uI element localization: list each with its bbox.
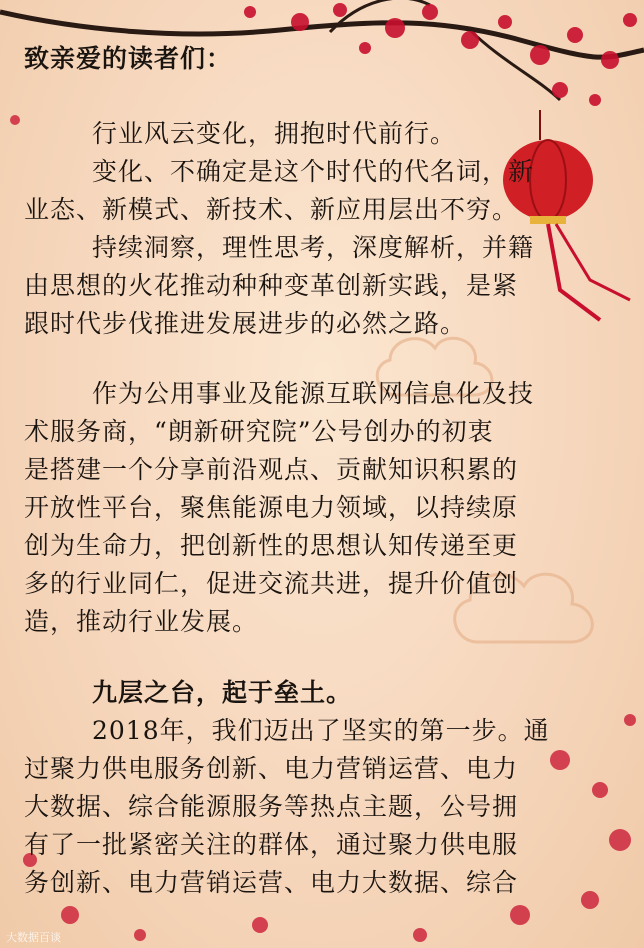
para2-line: 多的行业同仁，促进交流共进，提升价值创 — [24, 569, 519, 598]
watermark: 大数据百谈 — [6, 931, 61, 944]
para3-line: 务创新、电力营销运营、电力大数据、综合 — [24, 868, 519, 897]
para3-line: 有了一批紧密关注的群体，通过聚力供电服 — [24, 830, 519, 859]
para1-line: 跟时代步伐推进发展进步的必然之路。 — [24, 309, 467, 338]
para2-line: 是搭建一个分享前沿观点、贡献知识积累的 — [24, 455, 519, 484]
para2-line: 作为公用事业及能源互联网信息化及技 — [92, 379, 535, 408]
para1-line: 由思想的火花推动种种变革创新实践，是紧 — [24, 271, 519, 300]
section-heading: 九层之台，起于垒土。 — [92, 678, 353, 707]
para1-line: 行业风云变化，拥抱时代前行。 — [92, 119, 457, 148]
para2-line: 开放性平台，聚焦能源电力领域，以持续原 — [24, 493, 519, 522]
para1-line: 持续洞察，理性思考，深度解析，并籍 — [92, 233, 535, 262]
greeting: 致亲爱的读者们： — [24, 44, 233, 73]
para2-line: 创为生命力，把创新性的思想认知传递至更 — [24, 531, 519, 560]
para2-line: 造，推动行业发展。 — [24, 607, 259, 636]
para3-line: 大数据、综合能源服务等热点主题，公号拥 — [24, 792, 519, 821]
para3-line: 过聚力供电服务创新、电力营销运营、电力 — [24, 754, 519, 783]
para1-line: 业态、新模式、新技术、新应用层出不穷。 — [24, 195, 519, 224]
para1-line: 变化、不确定是这个时代的代名词，新 — [92, 157, 535, 186]
para3-line: 2018年，我们迈出了坚实的第一步。通 — [92, 716, 550, 745]
para2-line: 术服务商，“朗新研究院”公号创办的初衷 — [24, 417, 494, 446]
